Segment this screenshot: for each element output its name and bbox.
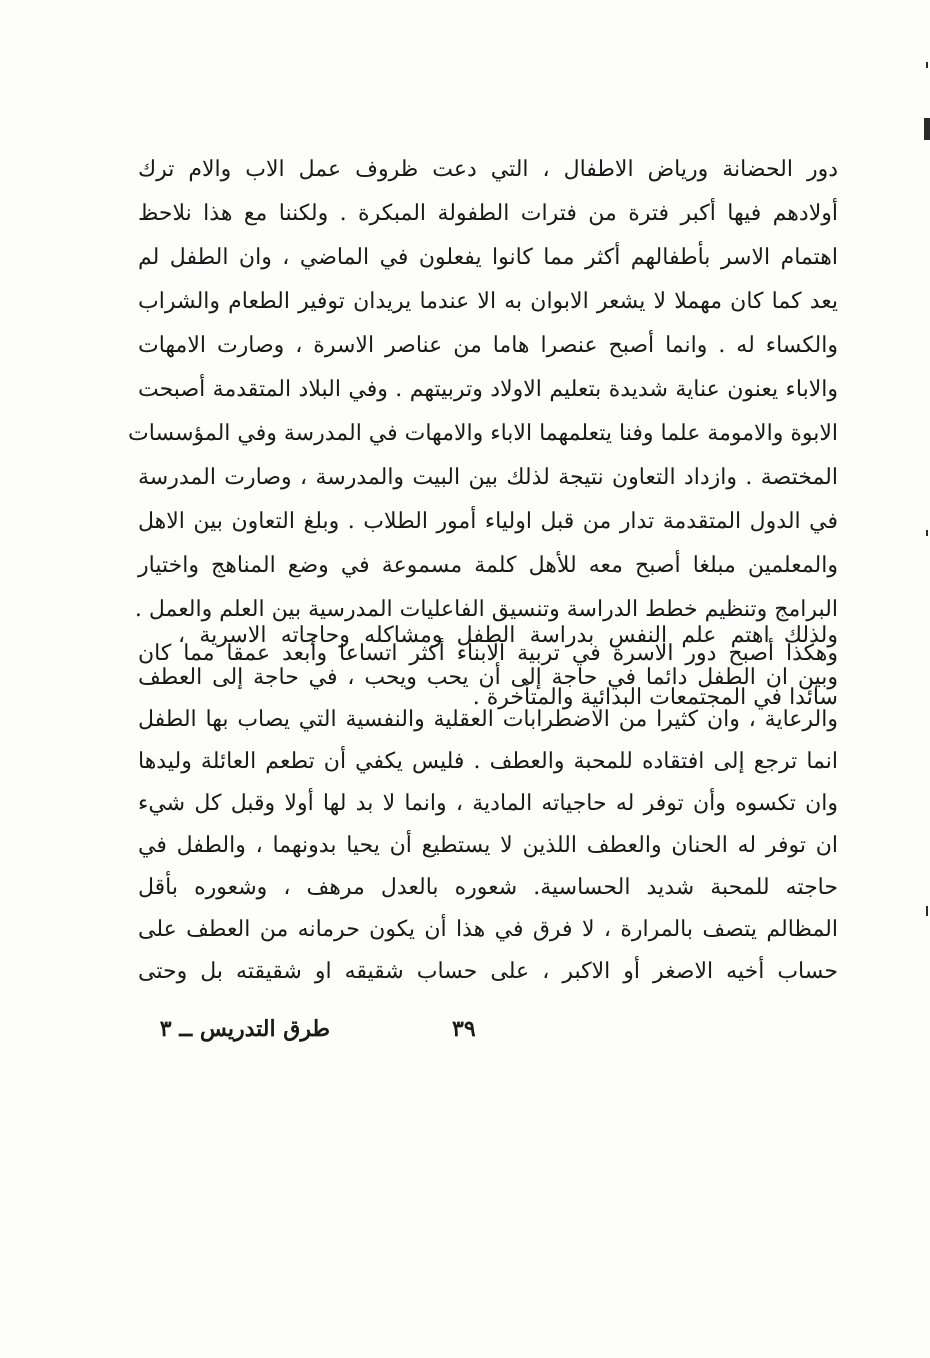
text-line: دور الحضانة ورياض الاطفال ، التي دعت ظروف عمل الاب والام ترك bbox=[138, 157, 838, 182]
text-line: اهتمام الاسر بأطفالهم أكثر مما كانوا يفعلون في الماضي ، وان الطفل لم bbox=[138, 245, 838, 270]
page-number: ٣٩ bbox=[452, 1016, 476, 1042]
margin-mark bbox=[924, 118, 930, 140]
margin-mark bbox=[926, 906, 928, 916]
text-line: والرعاية ، وان كثيرا من الاضطرابات العقلية والنفسية التي يصاب بها الطفل bbox=[138, 707, 838, 732]
text-line: المظالم يتصف بالمرارة ، لا فرق في هذا أن يكون حرمانه من العطف على bbox=[138, 917, 838, 942]
text-line: الابوة والامومة علما وفنا يتعلمهما الاباء والامهات في المدرسة وفي المؤسسات bbox=[128, 421, 838, 446]
text-line: حاجته للمحبة شديد الحساسية. شعوره بالعدل مرهف ، وشعوره بأقل bbox=[138, 875, 838, 900]
text-line: وبين ان الطفل دائما في حاجة إلى أن يحب ويحب ، في حاجة إلى العطف bbox=[138, 665, 838, 690]
text-line: يعد كما كان مهملا لا يشعر الابوان به الا عندما يريدان توفير الطعام والشراب bbox=[138, 289, 838, 314]
paragraph-1 bbox=[128, 150, 838, 710]
text-line: البرامج وتنظيم خطط الدراسة وتنسيق الفاعليات المدرسية بين العلم والعمل . bbox=[134, 597, 838, 622]
text-line: ان توفر له الحنان والعطف اللذين لا يستطيع أن يحيا بدونهما ، والطفل في bbox=[138, 833, 838, 858]
text-line: والمعلمين مبلغا أصبح معه للأهل كلمة مسموعة في وضع المناهج واختيار bbox=[138, 553, 838, 578]
text-line: سائدا في المجتمعات البدائية والمتأخرة . bbox=[472, 685, 838, 710]
text-line: في الدول المتقدمة تدار من قبل اولياء أمور الطلاب . وبلغ التعاون بين الاهل bbox=[138, 509, 838, 534]
text-line: ولذلك اهتم علم النفس بدراسة الطفل ومشاكله وحاجاته الاسرية ، bbox=[178, 623, 838, 648]
paragraph-2 bbox=[138, 616, 838, 1016]
text-line: انما ترجع إلى افتقاده للمحبة والعطف . فليس يكفي أن تطعم العائلة وليدها bbox=[138, 749, 838, 774]
text-line: أولادهم فيها أكبر فترة من فترات الطفولة المبكرة . ولكننا مع هذا نلاحظ bbox=[138, 201, 838, 226]
margin-mark bbox=[926, 62, 928, 68]
text-line: والكساء له . وانما أصبح عنصرا هاما من عناصر الاسرة ، وصارت الامهات bbox=[138, 333, 838, 358]
text-line: المختصة . وازداد التعاون نتيجة لذلك بين البيت والمدرسة ، وصارت المدرسة bbox=[138, 465, 838, 490]
text-line: وان تكسوه وأن توفر له حاجياته المادية ، وانما لا بد لها أولا وقبل كل شيء bbox=[138, 791, 838, 816]
text-line: وهكذا أصبح دور الاسرة في تربية الابناء أكثر اتساعا وأبعد عمقا مما كان bbox=[138, 641, 838, 666]
text-line: حساب أخيه الاصغر أو الاكبر ، على حساب شقيقه او شقيقته بل وحتى bbox=[138, 959, 838, 984]
text-line: والاباء يعنون عناية شديدة بتعليم الاولاد وتربيتهم . وفي البلاد المتقدمة أصبحت bbox=[138, 377, 838, 402]
running-footer-title: طرق التدريس ــ ٣ bbox=[159, 1016, 330, 1042]
margin-mark bbox=[926, 530, 928, 536]
page-footer bbox=[0, 1016, 930, 1056]
